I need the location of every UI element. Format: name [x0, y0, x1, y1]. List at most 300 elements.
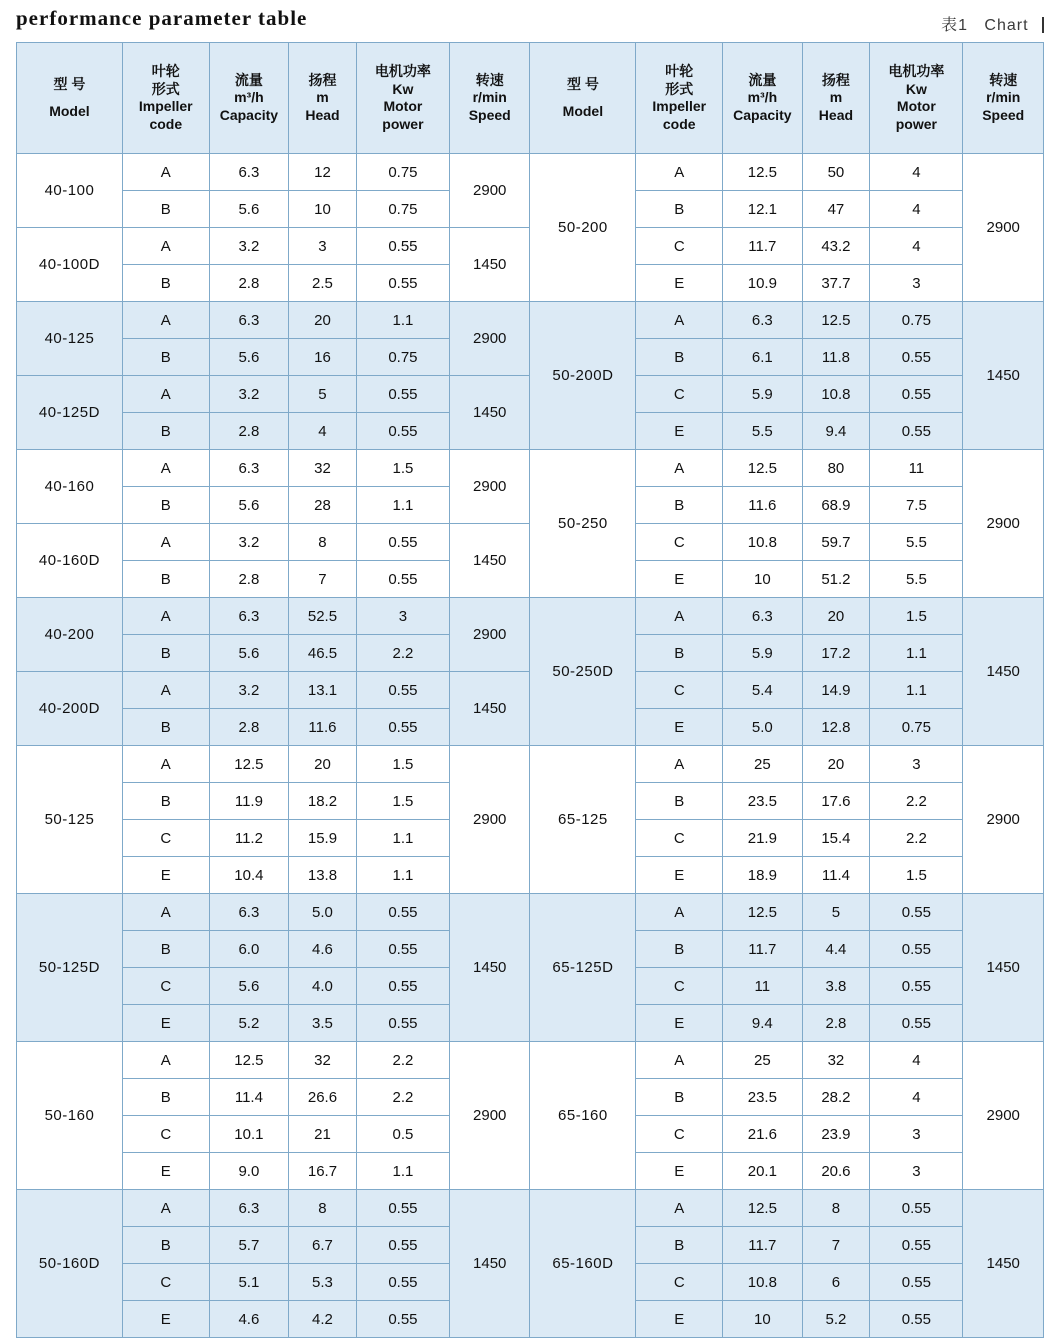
power-left: 0.55 — [356, 1190, 449, 1227]
head-left: 2.5 — [289, 265, 357, 302]
head-left: 6.7 — [289, 1227, 357, 1264]
capacity-right: 20.1 — [723, 1153, 802, 1190]
capacity-left: 5.7 — [209, 1227, 288, 1264]
impeller-code-right: E — [636, 561, 723, 598]
capacity-left: 3.2 — [209, 672, 288, 709]
head-right: 5 — [802, 894, 870, 931]
power-right: 3 — [870, 746, 963, 783]
chart-number-cn: 表1 — [941, 17, 969, 34]
head-left: 13.1 — [289, 672, 357, 709]
power-right: 7.5 — [870, 487, 963, 524]
impeller-code-left: B — [122, 413, 209, 450]
capacity-right: 10 — [723, 561, 802, 598]
power-left: 1.5 — [356, 450, 449, 487]
capacity-right: 21.9 — [723, 820, 802, 857]
impeller-code-left: A — [122, 672, 209, 709]
power-right: 5.5 — [870, 561, 963, 598]
model-cell-left: 50-125 — [17, 746, 123, 894]
power-left: 0.5 — [356, 1116, 449, 1153]
capacity-left: 5.6 — [209, 339, 288, 376]
performance-parameter-table — [16, 42, 1044, 1338]
impeller-code-left: A — [122, 1042, 209, 1079]
capacity-right: 12.5 — [723, 1190, 802, 1227]
table-body — [17, 154, 1044, 1338]
head-right: 20 — [802, 746, 870, 783]
power-right: 2.2 — [870, 783, 963, 820]
capacity-right: 5.9 — [723, 376, 802, 413]
power-left: 0.55 — [356, 968, 449, 1005]
head-right: 28.2 — [802, 1079, 870, 1116]
head-right: 11.8 — [802, 339, 870, 376]
head-left: 13.8 — [289, 857, 357, 894]
head-right: 7 — [802, 1227, 870, 1264]
capacity-right: 21.6 — [723, 1116, 802, 1153]
speed-right: 1450 — [963, 598, 1044, 746]
speed-left: 1450 — [450, 524, 530, 598]
impeller-code-left: A — [122, 746, 209, 783]
impeller-code-right: A — [636, 450, 723, 487]
power-left: 0.55 — [356, 1264, 449, 1301]
capacity-right: 25 — [723, 1042, 802, 1079]
impeller-code-left: B — [122, 191, 209, 228]
capacity-left: 5.1 — [209, 1264, 288, 1301]
impeller-code-right: C — [636, 1116, 723, 1153]
capacity-right: 10 — [723, 1301, 802, 1338]
impeller-code-left: A — [122, 598, 209, 635]
speed-left: 2900 — [450, 450, 530, 524]
head-right: 12.5 — [802, 302, 870, 339]
capacity-right: 18.9 — [723, 857, 802, 894]
power-left: 1.5 — [356, 746, 449, 783]
impeller-code-right: C — [636, 672, 723, 709]
head-right: 15.4 — [802, 820, 870, 857]
head-right: 37.7 — [802, 265, 870, 302]
power-right: 0.55 — [870, 1190, 963, 1227]
head-right: 8 — [802, 1190, 870, 1227]
impeller-code-left: C — [122, 1264, 209, 1301]
capacity-right: 11.7 — [723, 1227, 802, 1264]
power-left: 1.1 — [356, 1153, 449, 1190]
speed-left: 2900 — [450, 746, 530, 894]
impeller-code-right: B — [636, 931, 723, 968]
table-row — [17, 1190, 1044, 1227]
power-right: 0.55 — [870, 1264, 963, 1301]
capacity-left: 12.5 — [209, 1042, 288, 1079]
model-cell-right: 65-125 — [530, 746, 636, 894]
impeller-code-right: A — [636, 302, 723, 339]
impeller-code-left: B — [122, 561, 209, 598]
head-right: 23.9 — [802, 1116, 870, 1153]
head-left: 3 — [289, 228, 357, 265]
power-right: 0.55 — [870, 339, 963, 376]
capacity-left: 6.3 — [209, 894, 288, 931]
capacity-right: 10.8 — [723, 524, 802, 561]
head-left: 8 — [289, 524, 357, 561]
capacity-left: 12.5 — [209, 746, 288, 783]
head-right: 12.8 — [802, 709, 870, 746]
impeller-code-right: A — [636, 1190, 723, 1227]
power-right: 4 — [870, 1042, 963, 1079]
power-left: 1.1 — [356, 487, 449, 524]
capacity-right: 23.5 — [723, 783, 802, 820]
impeller-code-left: A — [122, 228, 209, 265]
capacity-right: 9.4 — [723, 1005, 802, 1042]
head-left: 4 — [289, 413, 357, 450]
head-right: 6 — [802, 1264, 870, 1301]
model-cell-left: 40-125D — [17, 376, 123, 450]
capacity-right: 11.7 — [723, 931, 802, 968]
header-row — [17, 43, 1044, 154]
head-right: 4.4 — [802, 931, 870, 968]
head-right: 80 — [802, 450, 870, 487]
head-right: 17.2 — [802, 635, 870, 672]
head-left: 26.6 — [289, 1079, 357, 1116]
head-right: 10.8 — [802, 376, 870, 413]
power-right: 0.55 — [870, 968, 963, 1005]
capacity-left: 11.9 — [209, 783, 288, 820]
head-right: 20.6 — [802, 1153, 870, 1190]
impeller-code-left: B — [122, 1079, 209, 1116]
head-right: 17.6 — [802, 783, 870, 820]
col-header-capacity-left: 流量 m³/h Capacity — [209, 43, 288, 154]
capacity-left: 5.6 — [209, 635, 288, 672]
col-header-impeller-right: 叶轮 形式 Impeller code — [636, 43, 723, 154]
power-left: 0.55 — [356, 709, 449, 746]
head-left: 8 — [289, 1190, 357, 1227]
model-cell-left: 40-160 — [17, 450, 123, 524]
capacity-left: 6.3 — [209, 154, 288, 191]
impeller-code-right: A — [636, 746, 723, 783]
impeller-code-right: A — [636, 154, 723, 191]
head-left: 16.7 — [289, 1153, 357, 1190]
power-left: 2.2 — [356, 1042, 449, 1079]
head-right: 5.2 — [802, 1301, 870, 1338]
power-left: 0.55 — [356, 1005, 449, 1042]
head-left: 12 — [289, 154, 357, 191]
speed-left: 1450 — [450, 376, 530, 450]
power-right: 1.1 — [870, 672, 963, 709]
speed-right: 1450 — [963, 894, 1044, 1042]
power-right: 4 — [870, 228, 963, 265]
model-cell-right: 65-160D — [530, 1190, 636, 1338]
capacity-left: 6.3 — [209, 598, 288, 635]
power-right: 0.55 — [870, 894, 963, 931]
model-cell-right: 50-250D — [530, 598, 636, 746]
head-left: 52.5 — [289, 598, 357, 635]
head-left: 21 — [289, 1116, 357, 1153]
capacity-left: 11.4 — [209, 1079, 288, 1116]
power-right: 0.55 — [870, 931, 963, 968]
table-row — [17, 746, 1044, 783]
impeller-code-left: B — [122, 709, 209, 746]
power-left: 2.2 — [356, 635, 449, 672]
head-left: 18.2 — [289, 783, 357, 820]
capacity-right: 6.3 — [723, 302, 802, 339]
impeller-code-left: B — [122, 339, 209, 376]
speed-left: 1450 — [450, 894, 530, 1042]
model-cell-left: 40-100 — [17, 154, 123, 228]
col-header-model-right: 型 号 Model — [530, 43, 636, 154]
table-head — [17, 43, 1044, 154]
head-left: 32 — [289, 450, 357, 487]
impeller-code-left: A — [122, 894, 209, 931]
power-left: 1.1 — [356, 820, 449, 857]
capacity-left: 3.2 — [209, 524, 288, 561]
power-right: 0.55 — [870, 413, 963, 450]
power-left: 0.55 — [356, 1227, 449, 1264]
col-header-speed-left: 转速 r/min Speed — [450, 43, 530, 154]
capacity-left: 6.3 — [209, 302, 288, 339]
power-left: 0.55 — [356, 376, 449, 413]
impeller-code-right: B — [636, 191, 723, 228]
speed-left: 2900 — [450, 302, 530, 376]
head-left: 28 — [289, 487, 357, 524]
impeller-code-right: E — [636, 1153, 723, 1190]
capacity-right: 6.3 — [723, 598, 802, 635]
impeller-code-left: A — [122, 1190, 209, 1227]
capacity-right: 25 — [723, 746, 802, 783]
model-cell-left: 40-200D — [17, 672, 123, 746]
head-left: 4.0 — [289, 968, 357, 1005]
impeller-code-right: B — [636, 635, 723, 672]
power-right: 0.75 — [870, 302, 963, 339]
impeller-code-right: B — [636, 487, 723, 524]
head-left: 16 — [289, 339, 357, 376]
capacity-right: 10.8 — [723, 1264, 802, 1301]
head-left: 4.6 — [289, 931, 357, 968]
impeller-code-left: B — [122, 635, 209, 672]
impeller-code-right: B — [636, 1079, 723, 1116]
model-cell-left: 50-160D — [17, 1190, 123, 1338]
head-left: 4.2 — [289, 1301, 357, 1338]
power-right: 4 — [870, 154, 963, 191]
power-right: 3 — [870, 1116, 963, 1153]
chart-number-label — [941, 0, 1044, 35]
power-left: 0.55 — [356, 228, 449, 265]
power-left: 0.55 — [356, 561, 449, 598]
head-left: 11.6 — [289, 709, 357, 746]
power-right: 0.55 — [870, 1227, 963, 1264]
head-left: 5 — [289, 376, 357, 413]
power-right: 4 — [870, 1079, 963, 1116]
impeller-code-left: C — [122, 968, 209, 1005]
model-cell-right: 50-200 — [530, 154, 636, 302]
page-title: performance parameter table — [16, 6, 308, 30]
capacity-left: 5.2 — [209, 1005, 288, 1042]
impeller-code-right: C — [636, 524, 723, 561]
speed-left: 2900 — [450, 1042, 530, 1190]
impeller-code-right: A — [636, 1042, 723, 1079]
capacity-right: 11.7 — [723, 228, 802, 265]
head-right: 59.7 — [802, 524, 870, 561]
table-row — [17, 894, 1044, 931]
head-right: 68.9 — [802, 487, 870, 524]
capacity-left: 6.3 — [209, 1190, 288, 1227]
model-cell-left: 40-200 — [17, 598, 123, 672]
power-left: 2.2 — [356, 1079, 449, 1116]
impeller-code-left: A — [122, 154, 209, 191]
title-row — [16, 0, 1044, 42]
capacity-right: 5.4 — [723, 672, 802, 709]
model-cell-left: 40-100D — [17, 228, 123, 302]
capacity-left: 4.6 — [209, 1301, 288, 1338]
power-left: 0.75 — [356, 191, 449, 228]
impeller-code-right: C — [636, 968, 723, 1005]
col-header-capacity-right: 流量 m³/h Capacity — [723, 43, 802, 154]
head-right: 14.9 — [802, 672, 870, 709]
capacity-right: 5.5 — [723, 413, 802, 450]
model-cell-right: 65-160 — [530, 1042, 636, 1190]
head-right: 9.4 — [802, 413, 870, 450]
capacity-left: 10.4 — [209, 857, 288, 894]
capacity-right: 5.9 — [723, 635, 802, 672]
model-cell-left: 50-125D — [17, 894, 123, 1042]
power-right: 11 — [870, 450, 963, 487]
impeller-code-left: B — [122, 1227, 209, 1264]
capacity-left: 2.8 — [209, 709, 288, 746]
power-left: 1.1 — [356, 302, 449, 339]
head-left: 5.0 — [289, 894, 357, 931]
power-left: 0.55 — [356, 931, 449, 968]
col-header-speed-right: 转速 r/min Speed — [963, 43, 1044, 154]
head-left: 20 — [289, 302, 357, 339]
head-right: 50 — [802, 154, 870, 191]
speed-left: 1450 — [450, 1190, 530, 1338]
power-left: 1.1 — [356, 857, 449, 894]
impeller-code-right: E — [636, 265, 723, 302]
head-right: 47 — [802, 191, 870, 228]
head-right: 3.8 — [802, 968, 870, 1005]
impeller-code-left: B — [122, 931, 209, 968]
impeller-code-left: B — [122, 265, 209, 302]
power-right: 0.75 — [870, 709, 963, 746]
chart-number-rule — [1042, 17, 1044, 33]
impeller-code-right: E — [636, 1005, 723, 1042]
speed-left: 1450 — [450, 228, 530, 302]
capacity-left: 11.2 — [209, 820, 288, 857]
impeller-code-right: E — [636, 857, 723, 894]
power-left: 0.75 — [356, 154, 449, 191]
col-header-power-right: 电机功率 Kw Motor power — [870, 43, 963, 154]
capacity-left: 6.3 — [209, 450, 288, 487]
power-right: 0.55 — [870, 1301, 963, 1338]
impeller-code-right: B — [636, 783, 723, 820]
head-left: 5.3 — [289, 1264, 357, 1301]
table-row — [17, 154, 1044, 191]
impeller-code-left: A — [122, 302, 209, 339]
speed-right: 1450 — [963, 1190, 1044, 1338]
capacity-left: 2.8 — [209, 413, 288, 450]
speed-left: 2900 — [450, 598, 530, 672]
power-left: 0.55 — [356, 1301, 449, 1338]
impeller-code-right: B — [636, 339, 723, 376]
power-right: 5.5 — [870, 524, 963, 561]
power-left: 0.55 — [356, 894, 449, 931]
head-left: 15.9 — [289, 820, 357, 857]
head-left: 46.5 — [289, 635, 357, 672]
capacity-right: 23.5 — [723, 1079, 802, 1116]
head-right: 11.4 — [802, 857, 870, 894]
power-right: 4 — [870, 191, 963, 228]
head-right: 32 — [802, 1042, 870, 1079]
power-right: 0.55 — [870, 1005, 963, 1042]
power-right: 1.1 — [870, 635, 963, 672]
capacity-left: 9.0 — [209, 1153, 288, 1190]
model-cell-left: 40-160D — [17, 524, 123, 598]
col-header-power-left: 电机功率 Kw Motor power — [356, 43, 449, 154]
model-cell-right: 50-200D — [530, 302, 636, 450]
head-right: 20 — [802, 598, 870, 635]
speed-right: 1450 — [963, 302, 1044, 450]
impeller-code-left: C — [122, 1116, 209, 1153]
head-left: 32 — [289, 1042, 357, 1079]
speed-right: 2900 — [963, 1042, 1044, 1190]
col-header-head-right: 扬程 m Head — [802, 43, 870, 154]
col-header-model-left: 型 号 Model — [17, 43, 123, 154]
capacity-left: 5.6 — [209, 487, 288, 524]
capacity-right: 12.5 — [723, 154, 802, 191]
capacity-left: 6.0 — [209, 931, 288, 968]
chart-number-en: Chart — [984, 17, 1029, 34]
head-left: 3.5 — [289, 1005, 357, 1042]
impeller-code-left: E — [122, 1153, 209, 1190]
power-right: 0.55 — [870, 376, 963, 413]
capacity-left: 3.2 — [209, 228, 288, 265]
impeller-code-left: B — [122, 783, 209, 820]
impeller-code-right: B — [636, 1227, 723, 1264]
power-right: 1.5 — [870, 857, 963, 894]
power-right: 3 — [870, 1153, 963, 1190]
power-left: 3 — [356, 598, 449, 635]
impeller-code-left: E — [122, 1301, 209, 1338]
capacity-right: 12.5 — [723, 894, 802, 931]
impeller-code-left: A — [122, 524, 209, 561]
impeller-code-right: C — [636, 1264, 723, 1301]
impeller-code-left: E — [122, 1005, 209, 1042]
power-left: 0.55 — [356, 265, 449, 302]
head-left: 20 — [289, 746, 357, 783]
capacity-right: 5.0 — [723, 709, 802, 746]
head-right: 51.2 — [802, 561, 870, 598]
head-left: 10 — [289, 191, 357, 228]
impeller-code-left: C — [122, 820, 209, 857]
power-left: 0.55 — [356, 524, 449, 561]
table-row — [17, 598, 1044, 635]
impeller-code-left: E — [122, 857, 209, 894]
capacity-right: 12.5 — [723, 450, 802, 487]
col-header-head-left: 扬程 m Head — [289, 43, 357, 154]
capacity-left: 5.6 — [209, 191, 288, 228]
capacity-right: 12.1 — [723, 191, 802, 228]
capacity-right: 11.6 — [723, 487, 802, 524]
power-right: 2.2 — [870, 820, 963, 857]
table-row — [17, 1042, 1044, 1079]
impeller-code-right: C — [636, 376, 723, 413]
speed-right: 2900 — [963, 746, 1044, 894]
model-cell-right: 65-125D — [530, 894, 636, 1042]
power-right: 3 — [870, 265, 963, 302]
power-left: 0.55 — [356, 672, 449, 709]
power-left: 0.55 — [356, 413, 449, 450]
col-header-impeller-left: 叶轮 形式 Impeller code — [122, 43, 209, 154]
capacity-right: 6.1 — [723, 339, 802, 376]
impeller-code-right: A — [636, 894, 723, 931]
capacity-left: 2.8 — [209, 561, 288, 598]
impeller-code-right: E — [636, 709, 723, 746]
capacity-left: 2.8 — [209, 265, 288, 302]
impeller-code-right: E — [636, 413, 723, 450]
model-cell-left: 50-160 — [17, 1042, 123, 1190]
